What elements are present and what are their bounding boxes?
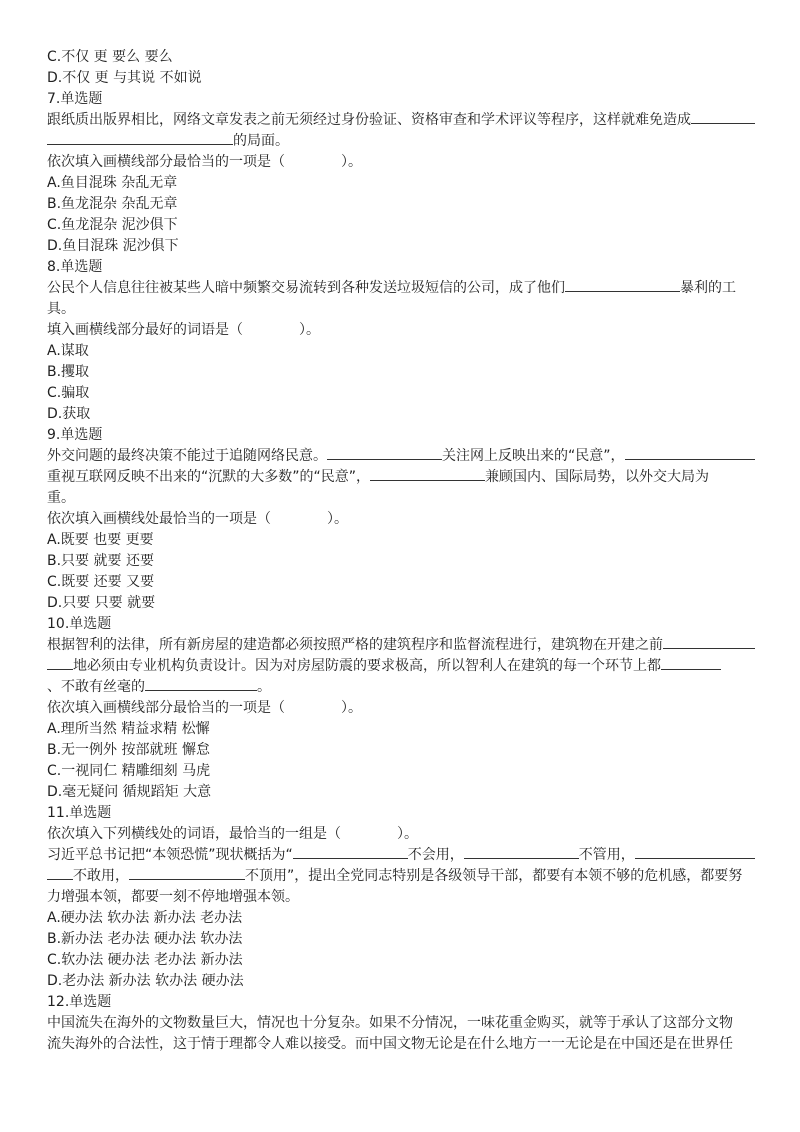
q10-stem-text: 、不敢有丝毫的 [47,679,145,695]
q8-option-c: C.骗取 [47,385,90,401]
answer-blank [47,657,73,670]
q9-option-a: A.既要 也要 更要 [47,532,154,548]
q10-stem-text: 地必须由专业机构负责设计。因为对房屋防震的要求极高，所以智利人在建筑的每一个环节上都 [73,658,661,674]
q11-stem-line [47,845,755,866]
q11-option-c: C.软办法 硬办法 老办法 新办法 [47,952,243,968]
q9-stem-line [47,446,755,467]
answer-blank [327,447,442,460]
answer-blank [370,468,485,481]
answer-blank [691,111,755,124]
answer-blank [565,279,680,292]
q6-option-c: C.不仅 更 要么 要么 [47,49,173,65]
q10-stem-line [47,656,755,677]
q7-option-b: B.鱼龙混杂 杂乱无章 [47,196,178,212]
q11-option-b: B.新办法 老办法 硬办法 软办法 [47,931,243,947]
answer-blank [293,846,408,859]
q7-prompt: 依次填入画横线部分最恰当的一项是（ ）。 [47,154,362,170]
q11-prompt: 依次填入下列横线处的词语，最恰当的一组是（ ）。 [47,826,418,842]
q11-option-a: A.硬办法 软办法 新办法 老办法 [47,910,243,926]
q11-stem-text: 习近平总书记把“本领恐慌”现状概括为“ [47,847,293,863]
q9-option-b: B.只要 就要 还要 [47,553,154,569]
answer-blank [663,636,755,649]
q7-option-d: D.鱼目混珠 泥沙俱下 [47,238,179,254]
q9-stem-text: 重视互联网反映不出来的“沉默的大多数”的“民意”， [47,469,371,485]
answer-blank [625,447,755,460]
q6-option-d: D.不仅 更 与其说 不如说 [47,70,202,86]
q11-stem-text: 不敢用， [73,868,129,884]
q8-prompt: 填入画横线部分最好的词语是（ ）。 [47,322,320,338]
q10-stem-text: 根据智利的法律，所有新房屋的建造都必须按照严格的建筑程序和监督流程进行，建筑物在开建之前 [47,637,663,653]
q10-stem-line [47,635,755,656]
q9-stem-line [47,467,755,488]
answer-blank [129,867,245,880]
q7-stem-text: 跟纸质出版界相比，网络文章发表之前无须经过身份验证、资格审查和学术评议等程序，这样就难免造成 [47,112,691,128]
q12-stem-line: 流失海外的合法性，这于情于理都令人难以接受。而中国文物无论是在什么地方一一无论是在中国还是在世界任 [47,1036,733,1052]
q10-stem-text: 。 [257,679,271,695]
q8-option-b: B.攫取 [47,364,90,380]
q8-stem-line: 具。 [47,301,75,317]
q7-stem-text: 的局面。 [233,133,289,149]
answer-blank [635,846,755,859]
answer-blank [464,846,579,859]
q11-stem-text: 不顶用”，提出全党同志特别是各级领导干部，都要有本领不够的危机感，都要努 [245,868,743,884]
q10-option-d: D.毫无疑问 循规蹈矩 大意 [47,784,212,800]
question-list [47,47,755,1055]
q7-option-c: C.鱼龙混杂 泥沙俱下 [47,217,178,233]
q11-header: 11.单选题 [47,805,112,821]
q10-option-a: A.理所当然 精益求精 松懈 [47,721,210,737]
q9-stem-text: 外交问题的最终决策不能过于追随网络民意。 [47,448,327,464]
q10-header: 10.单选题 [47,616,112,632]
q8-option-d: D.获取 [47,406,91,422]
q10-option-c: C.一视同仁 精雕细刻 马虎 [47,763,211,779]
q7-stem-line [47,110,755,131]
q9-stem-text: 关注网上反映出来的“民意”， [442,448,625,464]
q7-header: 7.单选题 [47,91,103,107]
q8-stem-text: 公民个人信息往往被某些人暗中频繁交易流转到各种发送垃圾短信的公司，成了他们 [47,280,565,296]
q7-stem-line [47,131,755,152]
q9-option-c: C.既要 还要 又要 [47,574,155,590]
q9-stem-text: 兼顾国内、国际局势，以外交大局为 [485,469,710,485]
answer-blank [47,867,73,880]
q11-option-d: D.老办法 新办法 软办法 硬办法 [47,973,244,989]
q8-stem-line [47,278,755,299]
q11-stem-line: 力增强本领，都要一刻不停地增强本领。 [47,889,299,905]
q11-stem-text: 不管用， [578,847,635,863]
q11-stem-line [47,866,755,887]
q10-option-b: B.无一例外 按部就班 懈怠 [47,742,210,758]
q9-prompt: 依次填入画横线处最恰当的一项是（ ）。 [47,511,348,527]
q11-stem-text: 不会用， [407,847,464,863]
q7-option-a: A.鱼目混珠 杂乱无章 [47,175,178,191]
q8-option-a: A.谋取 [47,343,89,359]
q12-stem-line: 中国流失在海外的文物数量巨大，情况也十分复杂。如果不分情况，一味花重金购买，就等于承认了这部分文物 [47,1015,733,1031]
q10-stem-line [47,677,755,698]
q12-header: 12.单选题 [47,994,112,1010]
q9-option-d: D.只要 只要 就要 [47,595,156,611]
q9-stem-line: 重。 [47,490,75,506]
q9-header: 9.单选题 [47,427,103,443]
answer-blank [145,678,257,691]
answer-blank [47,132,233,145]
q10-prompt: 依次填入画横线部分最恰当的一项是（ ）。 [47,700,362,716]
q8-stem-text: 暴利的工 [680,280,736,296]
q8-header: 8.单选题 [47,259,103,275]
answer-blank [661,657,721,670]
